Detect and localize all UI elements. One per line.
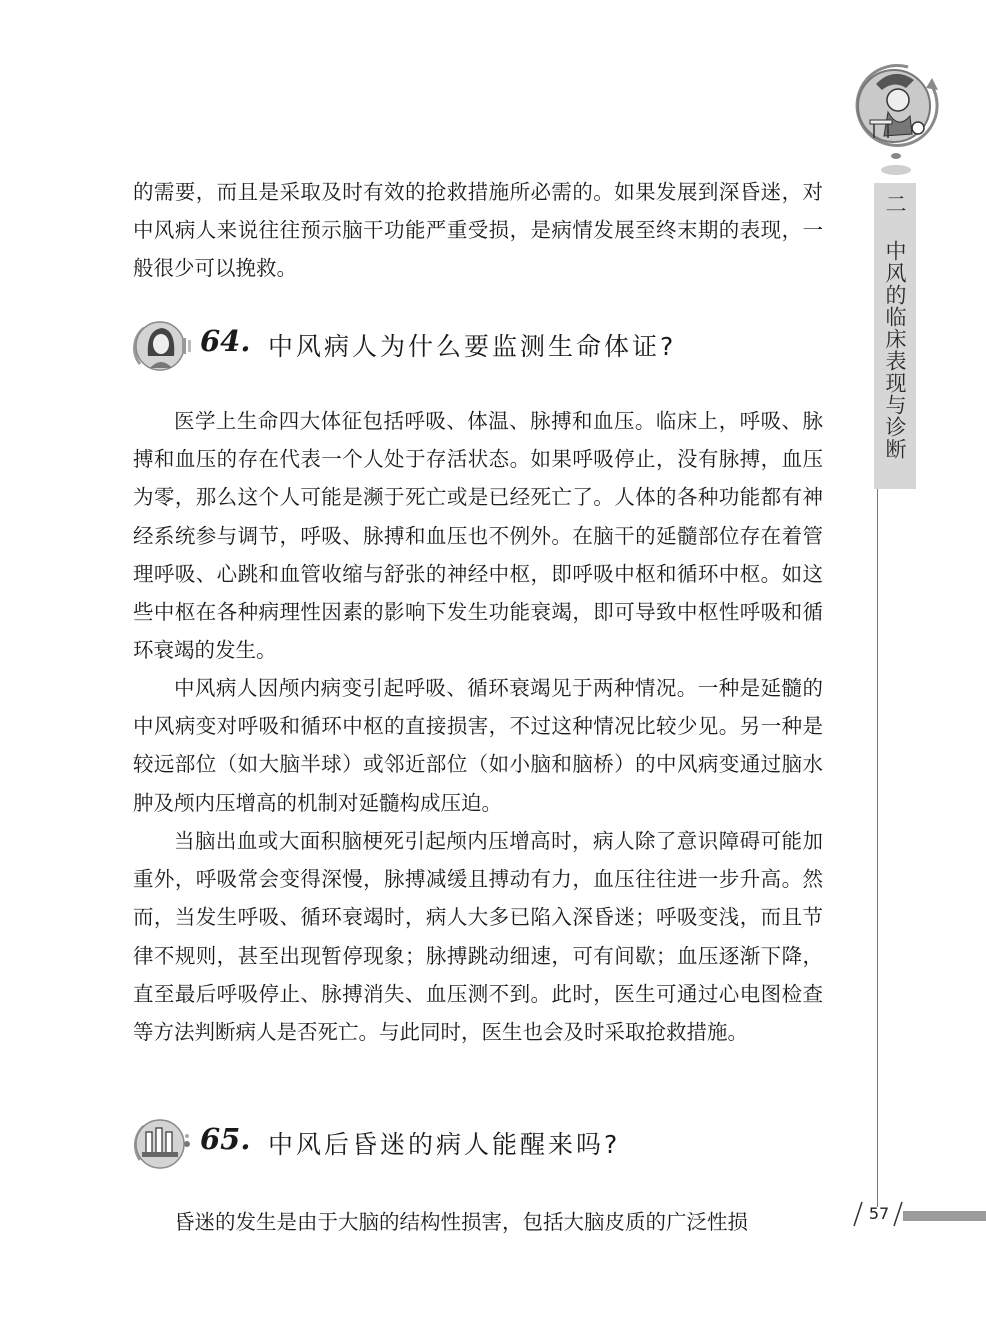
section-64-number: 64. xyxy=(200,324,251,358)
section-65-paragraph: 昏迷的发生是由于大脑的结构性损害，包括大脑皮质的广泛性损 xyxy=(174,1210,748,1234)
mascot-icon xyxy=(848,58,944,154)
decorative-dots xyxy=(876,150,916,180)
intro-paragraph: 的需要，而且是采取及时有效的抢救措施所必需的。如果发展到深昏迷，对中风病人来说往往预示脑干功能严重受损，是病情发展至终末期的表现，一般很少可以挽救。 xyxy=(133,180,823,281)
chapter-title: 二 中风的临床表现与诊断 xyxy=(883,193,907,460)
section-65-title: 中风后昏迷的病人能醒来吗? xyxy=(268,1130,621,1159)
lab-equipment-icon xyxy=(130,1114,196,1174)
section-64-paragraph: 医学上生命四大体征包括呼吸、体温、脉搏和血压。临床上，呼吸、脉搏和血压的存在代表一个人处于存活状态。如果呼吸停止，没有脉搏，血压为零，那么这个人可能是濒于死亡或是已经死亡了。人体的各种功能都有神经系统参与调节，呼吸、脉搏和血压也不例外。在脑干的延髓部位存在着管理呼吸、心跳和血管收缩与舒张的神经中枢，即呼吸中枢和循环中枢。如这些中枢在各种病理性因素的影响下发生功能衰竭，即可导致中枢性呼吸和循环衰竭的发生。 xyxy=(133,409,823,663)
section-64-paragraph: 当脑出血或大面积脑梗死引起颅内压增高时，病人除了意识障碍可能加重外，呼吸常会变得深慢，脉搏减缓且搏动有力，血压往往进一步升高。然而，当发生呼吸、循环衰竭时，病人大多已陷入深昏迷；呼吸变浅，而且节律不规则，甚至出现暂停现象；脉搏跳动细速，可有间歇；血压逐渐下降，直至最后呼吸停止、脉搏消失、血压测不到。此时，医生可通过心电图检查等方法判断病人是否死亡。与此同时，医生也会及时采取抢救措施。 xyxy=(133,829,823,1045)
page-bar xyxy=(903,1211,986,1221)
section-65-number: 65. xyxy=(200,1122,251,1156)
section-64-title: 中风病人为什么要监测生命体证? xyxy=(268,332,677,361)
side-rule xyxy=(877,489,878,1207)
page-number: 57 xyxy=(868,1204,890,1223)
section-64-paragraph: 中风病人因颅内病变引起呼吸、循环衰竭见于两种情况。一种是延髓的中风病变对呼吸和循环中枢的直接损害，不过这种情况比较少见。另一种是较远部位（如大脑半球）或邻近部位（如小脑和脑桥）的中风病变通过脑水肿及颅内压增高的机制对延髓构成压迫。 xyxy=(133,676,823,815)
woman-portrait-icon xyxy=(130,316,196,376)
